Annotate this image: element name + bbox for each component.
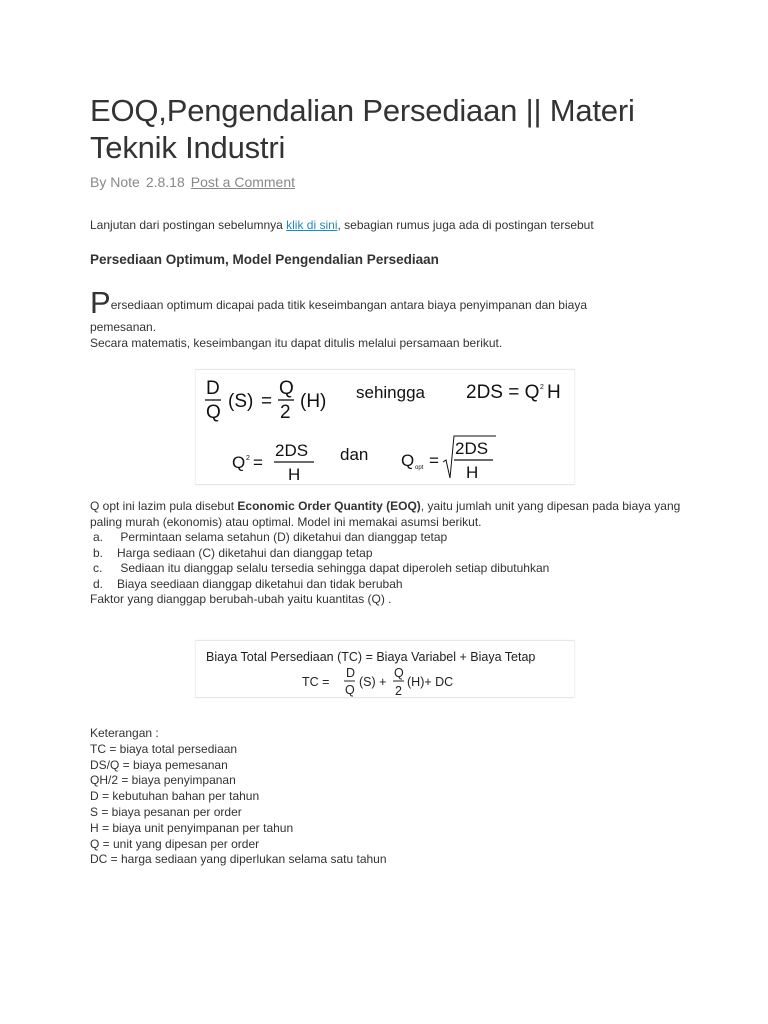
formula-tc-two: 2 [395, 684, 402, 697]
post-meta [90, 174, 295, 190]
paragraph-line: ersediaan optimum dicapai pada titik keseimbangan antara biaya penyimpanan dan biaya [110, 298, 587, 312]
section-heading: Persediaan Optimum, Model Pengendalian Persediaan [90, 252, 439, 267]
formula-H-den: H [288, 465, 301, 484]
legend-line: TC = biaya total persediaan [90, 741, 238, 756]
formula-Qopt: Q [401, 451, 415, 470]
formula-H-den-2: H [466, 463, 479, 482]
list-marker: a. [93, 530, 104, 544]
formula-Qopt-sub: opt [415, 465, 424, 471]
formula-Q-num: Q [279, 378, 294, 399]
legend-block [90, 726, 690, 868]
formula-tc-Q: Q [345, 683, 355, 697]
eoq-intro-before: Q opt ini lazim pula disebut [90, 499, 238, 513]
post-date: 2.8.18 [145, 174, 185, 190]
legend-line: S = biaya pesanan per order [90, 804, 242, 819]
author-label: By Note [90, 174, 140, 190]
formula-eoq-svg [196, 370, 574, 484]
post-title: EOQ,Pengendalian Persediaan || Materi Teknik Industri [90, 93, 635, 165]
paragraph-line: Secara matematis, keseimbangan itu dapat ditulis melalui persamaan berikut. [90, 336, 503, 350]
eoq-intro-after: , yaitu jumlah unit yang dipesan pada biaya yang paling murah (ekonomis) atau optimal. Model ini memakai asumsi berikut. [90, 499, 681, 529]
formula-Q: Q [206, 402, 221, 423]
list-item-text: Harga sediaan (C) diketahui dan dianggap tetap [117, 545, 373, 560]
formula-H: (H) [300, 391, 327, 412]
paragraph-line: pemesanan. [90, 320, 157, 334]
formula-D: D [206, 378, 220, 399]
closing-text: Faktor yang dianggap berubah-ubah yaitu kuantitas (Q) . [90, 592, 392, 606]
legend-line: D = kebutuhan bahan per tahun [90, 789, 260, 804]
list-marker: d. [93, 576, 104, 591]
formula-eq: = [261, 391, 273, 412]
formula-S: (S) [228, 391, 254, 412]
list-item-text: Biaya seediaan dianggap diketahui dan tidak berubah [117, 576, 403, 591]
intro-before: Lanjutan dari postingan sebelumnya [90, 218, 287, 232]
post-comment-link[interactable]: Post a Comment [190, 174, 296, 190]
assumption-list [90, 530, 690, 592]
formula-two: 2 [280, 402, 291, 423]
formula-tc-D: D [346, 666, 356, 680]
formula-rhs-sup: 2 [540, 384, 544, 391]
formula-rhs: 2DS = Q [466, 382, 540, 403]
eoq-intro [90, 499, 690, 530]
formula-tc-H: (H)+ DC [407, 675, 454, 689]
list-item [90, 546, 690, 562]
formula-2DS: 2DS [275, 441, 309, 460]
intro-after: , sebagian rumus juga ada di postingan tersebut [337, 218, 594, 232]
list-item [90, 561, 690, 577]
legend-line: Keterangan : [90, 726, 159, 740]
list-item-text: Sediaan itu dianggap selalu tersedia sehingga dapat diperoleh setiap dibutuhkan [117, 561, 550, 575]
formula-image-total-cost [195, 640, 575, 698]
paragraph-eoq [90, 499, 690, 608]
list-item [90, 577, 690, 593]
previous-post-link[interactable]: klik di sini [286, 218, 338, 232]
legend-line: Q = unit yang dipesan per order [90, 836, 260, 851]
list-item [90, 530, 690, 546]
formula-dan: dan [340, 445, 369, 464]
formula-Qsq-sup: 2 [246, 455, 250, 462]
list-marker: c. [93, 561, 103, 575]
formula-rhs-H: H [547, 382, 561, 403]
list-item-text: Permintaan selama setahun (D) diketahui dan dianggap tetap [117, 530, 448, 544]
intro-text [90, 218, 690, 232]
formula-image-eoq [195, 369, 575, 485]
list-marker: b. [93, 545, 104, 560]
formula-tc-Q2: Q [394, 666, 404, 680]
legend-line: DC = harga sediaan yang diperlukan selama satu tahun [90, 852, 387, 867]
formula-sehingga: sehingga [356, 383, 426, 402]
formula-tc-label: TC = [302, 675, 330, 689]
legend-line: QH/2 = biaya penyimpanan [90, 773, 236, 788]
drop-cap: P [90, 285, 111, 320]
eoq-term: Economic Order Quantity (EOQ) [237, 499, 421, 513]
formula-eq2: = [253, 453, 263, 472]
formula-Qsq: Q [232, 453, 246, 472]
legend-line: DS/Q = biaya pemesanan [90, 757, 228, 772]
formula-tc-S: (S) + [359, 675, 387, 689]
formula-eq3: = [429, 451, 439, 470]
paragraph-optimum [90, 285, 690, 351]
formula-2DS-2: 2DS [455, 439, 489, 458]
legend-line: H = biaya unit penyimpanan per tahun [90, 820, 294, 835]
formula-tc-line1: Biaya Total Persediaan (TC) = Biaya Variabel + Biaya Tetap [206, 650, 536, 664]
formula-tc-svg [196, 641, 574, 697]
